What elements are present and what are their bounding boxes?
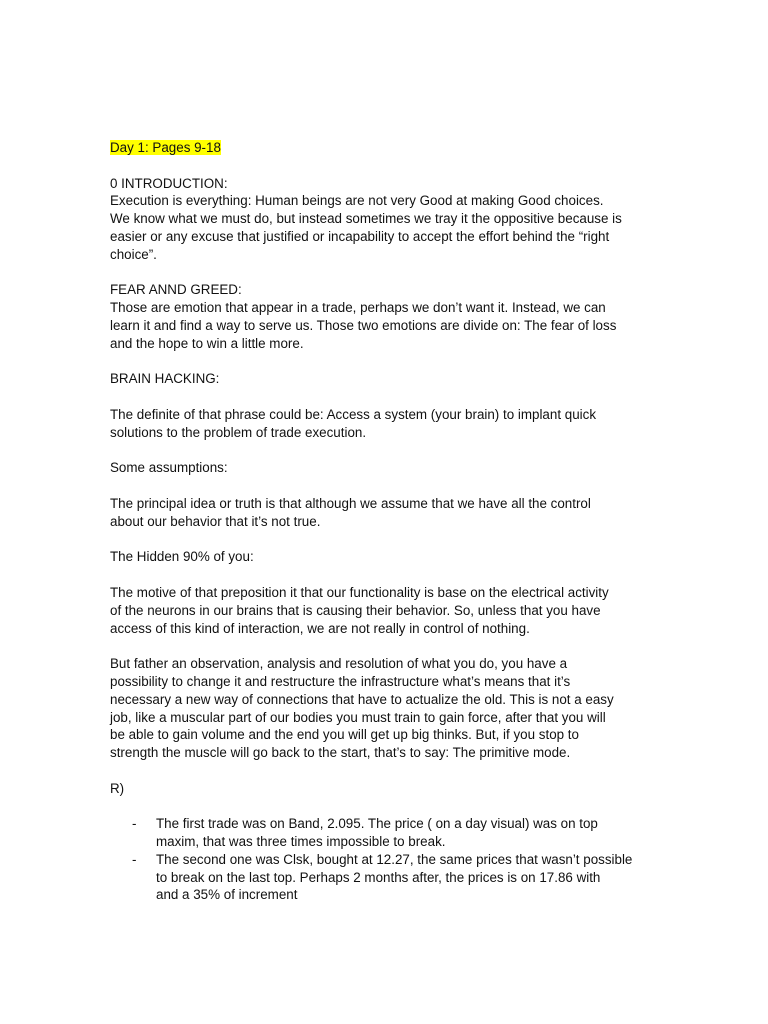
section-title: BRAIN HACKING: [110, 371, 220, 387]
list-item-line: maxim, that was three times impossible to break. [156, 834, 446, 850]
list-item-line: The first trade was on Band, 2.095. The price ( on a day visual) was on top [156, 816, 598, 832]
paragraph-line: easier or any excuse that justified or incapability to accept the effort behind the “right [110, 228, 610, 244]
spacer [110, 442, 670, 460]
trade-list [110, 815, 670, 904]
section-title: 0 INTRODUCTION: [110, 175, 228, 191]
list-item [110, 851, 670, 904]
spacer [110, 388, 670, 406]
section-assumptions [110, 459, 670, 530]
paragraph-line: Execution is everything: Human beings are not very Good at making Good choices. [110, 193, 604, 209]
paragraph-line: Those are emotion that appear in a trade, perhaps we don’t want it. Instead, we can [110, 300, 606, 316]
section-title: FEAR ANND GREED: [110, 282, 242, 298]
dash-bullet: - [132, 851, 137, 867]
paragraph-line: possibility to change it and restructure the infrastructure what’s means that it’s [110, 673, 571, 689]
paragraph-line: But father an observation, analysis and resolution of what you do, you have a [110, 656, 568, 672]
paragraph-line: The principal idea or truth is that although we assume that we have all the control [110, 495, 591, 511]
paragraph-line: The definite of that phrase could be: Access a system (your brain) to implant quick [110, 406, 597, 422]
list-item-line: and a 35% of increment [156, 887, 298, 903]
paragraph-line: access of this kind of interaction, we are not really in control of nothing. [110, 620, 530, 636]
section-introduction [110, 175, 670, 264]
spacer [110, 566, 670, 584]
paragraph-line: be able to gain volume and the end you will get up big thinks. But, if you stop to [110, 727, 579, 743]
list-item [110, 815, 670, 851]
section-title: The Hidden 90% of you: [110, 549, 254, 565]
paragraph-line: strength the muscle will go back to the start, that’s to say: The primitive mode. [110, 745, 571, 761]
paragraph-line: and the hope to win a little more. [110, 335, 304, 351]
spacer [110, 157, 670, 175]
spacer [110, 353, 670, 371]
day-heading-line [110, 139, 670, 157]
section-fear-and-greed [110, 281, 670, 352]
section-title: Some assumptions: [110, 460, 228, 476]
paragraph-line: The motive of that preposition it that our functionality is base on the electrical activity [110, 584, 609, 600]
day-heading: Day 1: Pages 9-18 [110, 140, 221, 155]
spacer [110, 637, 670, 655]
section-hidden-90 [110, 548, 670, 637]
spacer [110, 477, 670, 495]
paragraph-line: job, like a muscular part of our bodies you must train to gain force, after that you will [110, 709, 606, 725]
dash-bullet: - [132, 816, 137, 832]
section-brain-hacking [110, 370, 670, 441]
paragraph-line: We know what we must do, but instead sometimes we tray it the oppositive because is [110, 211, 622, 227]
section-observation [110, 655, 670, 762]
spacer [110, 264, 670, 282]
document-page [110, 139, 670, 904]
list-item-line: to break on the last top. Perhaps 2 months after, the prices is on 17.86 with [156, 869, 601, 885]
paragraph-line: about our behavior that it’s not true. [110, 513, 321, 529]
list-item-line: The second one was Clsk, bought at 12.27, the same prices that wasn’t possible [156, 851, 633, 867]
spacer [110, 762, 670, 780]
paragraph-line: solutions to the problem of trade execution. [110, 424, 367, 440]
paragraph-line: of the neurons in our brains that is causing their behavior. So, unless that you have [110, 602, 601, 618]
spacer [110, 531, 670, 549]
paragraph-line: necessary a new way of connections that have to actualize the old. This is not a easy [110, 691, 614, 707]
r-label: R) [110, 780, 125, 796]
paragraph-line: choice”. [110, 246, 157, 262]
spacer [110, 797, 670, 815]
paragraph-line: learn it and find a way to serve us. Those two emotions are divide on: The fear of loss [110, 317, 617, 333]
